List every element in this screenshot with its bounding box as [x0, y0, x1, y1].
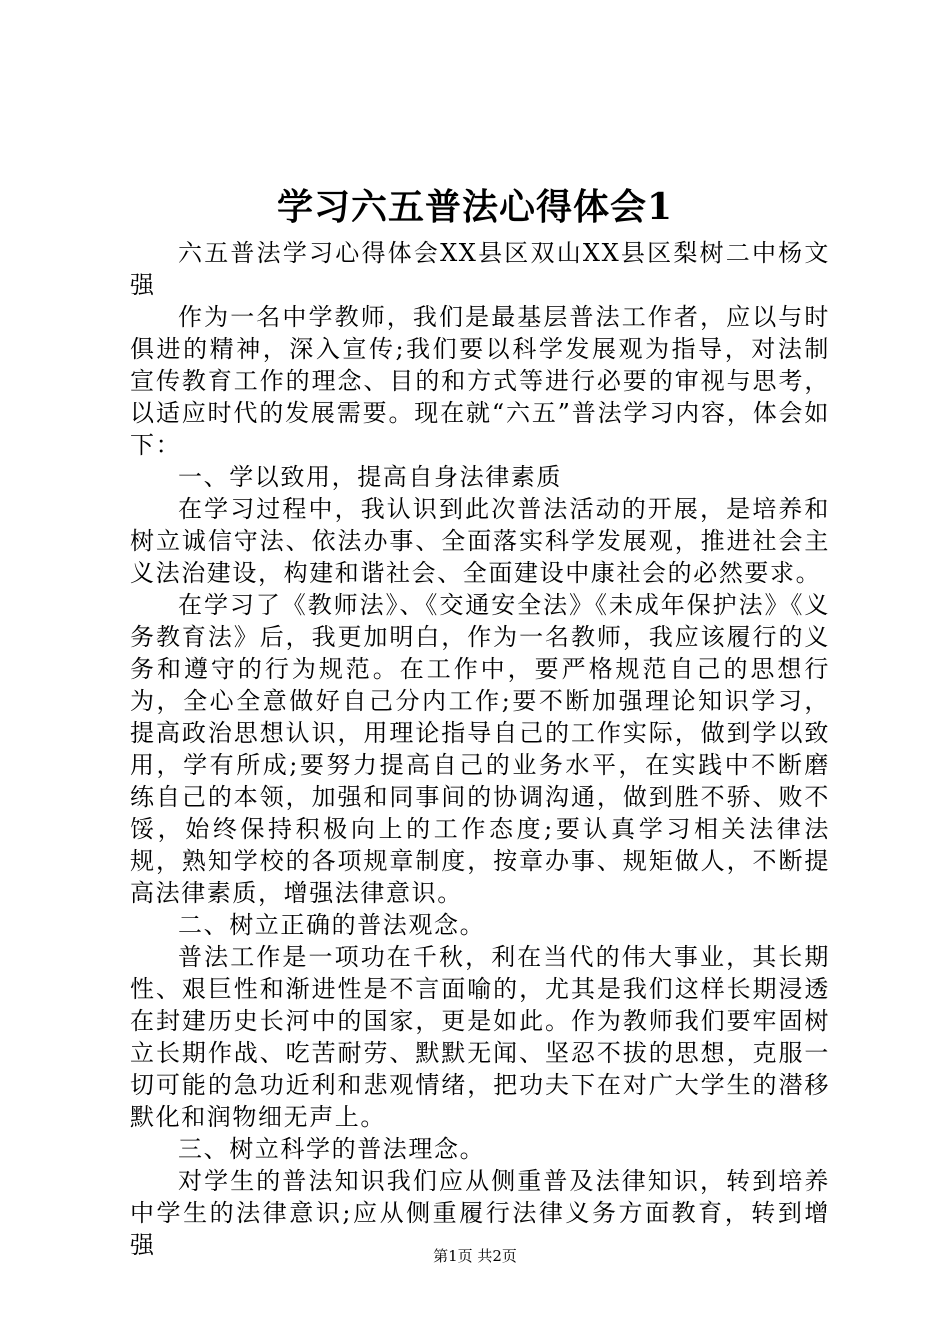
paragraph: 在学习了《教师法》、《交通安全法》《未成年保护法》《义务教育法》后，我更加明白，作为一名教师，我应该履行的义务和遵守的行为规范。在工作中，要严格规范自己的思想行为，全心全意做好自己分内工作;要不断加强理论知识学习，提高政治思想认识，用理论指导自己的工作实际，做到学以致用，学有所成;要努力提高自己的业务水平，在实践中不断磨练自己的本领，加强和同事间的协调沟通，做到胜不骄、败不馁，始终保持积极向上的工作态度;要认真学习相关法律法规，熟知学校的各项规章制度，按章办事、规矩做人，不断提高法律素质，增强法律意识。: [130, 591, 830, 907]
paragraph-intro: 作为一名中学教师，我们是最基层普法工作者，应以与时俱进的精神，深入宣传;我们要以科学发展观为指导，对法制宣传教育工作的理念、目的和方式等进行必要的审视与思考，以适应时代的发展需要。现在就“六五”普法学习内容，体会如下：: [130, 303, 830, 459]
paragraph: 在学习过程中，我认识到此次普法活动的开展，是培养和树立诚信守法、依法办事、全面落实科学发展观，推进社会主义法治建设，构建和谐社会、全面建设中康社会的必然要求。: [130, 495, 830, 587]
paragraph: 普法工作是一项功在千秋，利在当代的伟大事业，其长期性、艰巨性和渐进性是不言面喻的，尤其是我们这样长期浸透在封建历史长河中的国家，更是如此。作为教师我们要牢固树立长期作战、吃苦耐劳、默默无闻、坚忍不拔的思想，克服一切可能的急功近利和悲观情绪，把功夫下在对广大学生的潜移默化和润物细无声上。: [130, 943, 830, 1131]
paragraph: 对学生的普法知识我们应从侧重普及法律知识，转到培养中学生的法律意识;应从侧重履行法律义务方面教育，转到增强: [130, 1167, 830, 1259]
paragraph-author-line: 六五普法学习心得体会XX县区双山XX县区梨树二中杨文强: [130, 239, 830, 299]
document-title: 学习六五普法心得体会1: [276, 186, 674, 228]
section-heading-1: 一、学以致用，提高自身法律素质: [178, 463, 562, 491]
page-footer: 第1页 共2页: [433, 1247, 517, 1265]
document-body: [130, 237, 830, 1261]
section-heading-3: 三、树立科学的普法理念。: [178, 1135, 486, 1163]
section-heading-2: 二、树立正确的普法观念。: [178, 911, 486, 939]
